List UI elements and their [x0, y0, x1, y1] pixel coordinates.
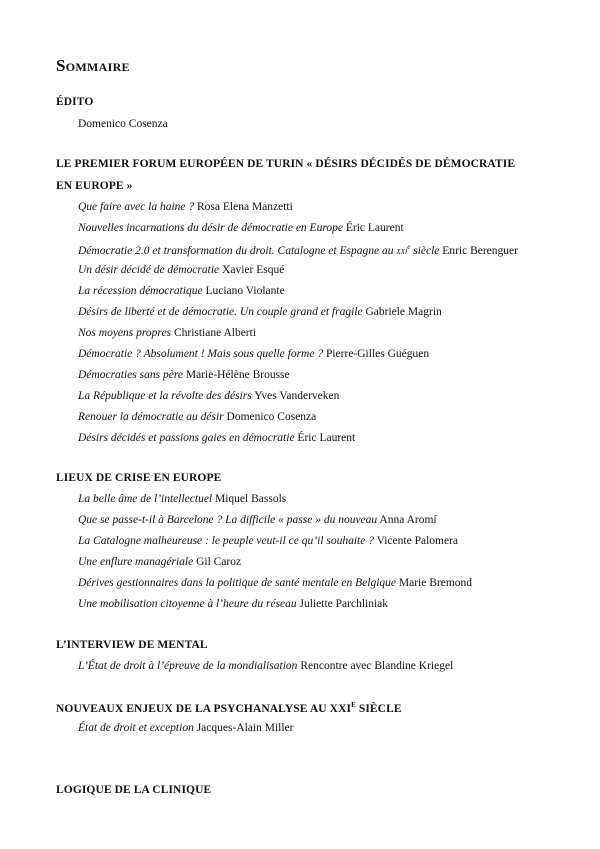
- toc-entry: [78, 285, 285, 297]
- toc-entry-title: Nos moyens propres: [78, 327, 172, 339]
- toc-entry-author: Éric Laurent: [297, 432, 356, 444]
- toc-entry-author: Christiane Alberti: [173, 327, 257, 339]
- toc-entry: [78, 411, 316, 423]
- toc-entry-author: Xavier Esqué: [222, 264, 285, 276]
- toc-entry-title: Nouvelles incarnations du désir de démocratie en Europe: [78, 222, 343, 234]
- section-heading-lieux-de-crise: LIEUX DE CRISE EN EUROPE: [56, 472, 222, 484]
- toc-entry-title: Une mobilisation citoyenne à l’heure du réseau: [78, 598, 297, 610]
- toc-entry-title: Désirs de liberté et de démocratie. Un couple grand et fragile: [78, 306, 363, 318]
- section-heading-part: SIÈCLE: [355, 702, 402, 715]
- toc-entry-author: Pierre-Gilles Guéguen: [325, 348, 430, 360]
- toc-entry-title: Un désir décidé de démocratie: [78, 264, 220, 276]
- toc-entry-title: L’État de droit à l’épreuve de la mondialisation: [78, 660, 298, 672]
- toc-entry: [78, 598, 388, 610]
- toc-entry-author: Miquel Bassols: [215, 493, 287, 505]
- toc-entry-title: Démocratie ? Absolument ! Mais sous quelle forme ?: [78, 348, 324, 360]
- section-heading-edito: ÉDITO: [56, 96, 94, 108]
- century-suffix: E: [351, 701, 356, 709]
- toc-entry-title: Démocraties sans père: [78, 369, 183, 381]
- toc-entry: [78, 722, 293, 734]
- toc-entry-title: Une enflure managériale: [78, 556, 194, 568]
- toc-entry-title-part: Démocratie 2.0 et transformation du droit. Catalogne et Espagne au: [78, 244, 397, 257]
- century-numeral: xxi: [396, 246, 408, 257]
- section-heading-logique-clinique: LOGIQUE DE LA CLINIQUE: [56, 784, 212, 796]
- toc-entry-title: Dérives gestionnaires dans la politique de santé mentale en Belgique: [78, 577, 396, 589]
- toc-entry-title-part: siècle: [410, 244, 440, 257]
- toc-entry-author: Anna Aromí: [379, 514, 437, 526]
- toc-entry-author: Enric Berenguer: [442, 244, 518, 257]
- toc-entry-author: Rosa Elena Manzetti: [197, 201, 293, 213]
- toc-entry-author: Rencontre avec Blandine Kriegel: [300, 660, 454, 672]
- toc-entry: [78, 390, 339, 402]
- toc-entry: [78, 369, 290, 381]
- toc-entry: [78, 535, 458, 547]
- toc-entry-author: Jacques-Alain Miller: [196, 722, 294, 734]
- toc-entry: [78, 243, 518, 257]
- toc-entry-author: Marie Bremond: [398, 577, 473, 589]
- section-heading-nouveaux-enjeux: [56, 701, 402, 715]
- toc-entry-title: La belle âme de l’intellectuel: [78, 493, 213, 505]
- toc-entry: [78, 222, 404, 234]
- toc-entry-title: La République et la révolte des désirs: [78, 390, 252, 402]
- toc-entry: [78, 514, 437, 526]
- toc-entry-title: Que faire avec la haine ?: [78, 201, 195, 213]
- toc-entry-author: Domenico Cosenza: [78, 118, 168, 130]
- century-suffix: e: [407, 243, 411, 251]
- toc-entry: [78, 348, 429, 360]
- section-heading-forum-turin-line2: EN EUROPE »: [56, 180, 133, 192]
- toc-entry-title: [78, 245, 439, 257]
- toc-entry: [78, 306, 442, 318]
- toc-entry-author: Vicente Palomera: [376, 535, 458, 547]
- toc-entry-author: Yves Vanderveken: [254, 390, 340, 402]
- section-heading-part: NOUVEAUX ENJEUX DE LA PSYCHANALYSE AU XXI: [56, 702, 352, 715]
- toc-entry-author: Juliette Parchliniak: [299, 598, 389, 610]
- page-title: Sommaire: [56, 56, 130, 75]
- toc-entry: [78, 264, 284, 276]
- toc-entry-author: Marie-Hélène Brousse: [185, 369, 290, 381]
- toc-entry-title: La récession démocratique: [78, 285, 203, 297]
- toc-entry-author: Domenico Cosenza: [226, 411, 317, 423]
- toc-entry: [78, 577, 472, 589]
- toc-entry: [78, 327, 256, 339]
- section-heading-interview: L’INTERVIEW DE MENTAL: [56, 639, 208, 651]
- toc-entry: [78, 432, 355, 444]
- toc-entry-author: Éric Laurent: [345, 222, 404, 234]
- section-heading-forum-turin-line1: LE PREMIER FORUM EUROPÉEN DE TURIN « DÉSIRS DÉCIDÉS DE DÉMOCRATIE: [56, 158, 516, 170]
- toc-entry-title: Désirs décidés et passions gaies en démocratie: [78, 432, 295, 444]
- toc-entry: [78, 493, 286, 505]
- toc-entry-author: Gil Caroz: [196, 556, 242, 568]
- toc-entry-author: Luciano Violante: [205, 285, 285, 297]
- toc-entry: [78, 118, 168, 130]
- toc-entry: [78, 556, 241, 568]
- toc-entry-title: Renouer la démocratie au désir: [78, 411, 224, 423]
- toc-entry-title: État de droit et exception: [78, 722, 194, 734]
- toc-entry: [78, 660, 453, 672]
- toc-entry: [78, 201, 293, 213]
- toc-entry-title: La Catalogne malheureuse : le peuple veut-il ce qu’il souhaite ?: [78, 535, 374, 547]
- toc-entry-author: Gabriele Magrin: [365, 306, 442, 318]
- toc-entry-title: Que se passe-t-il à Barcelone ? La difficile « passe » du nouveau: [78, 514, 378, 526]
